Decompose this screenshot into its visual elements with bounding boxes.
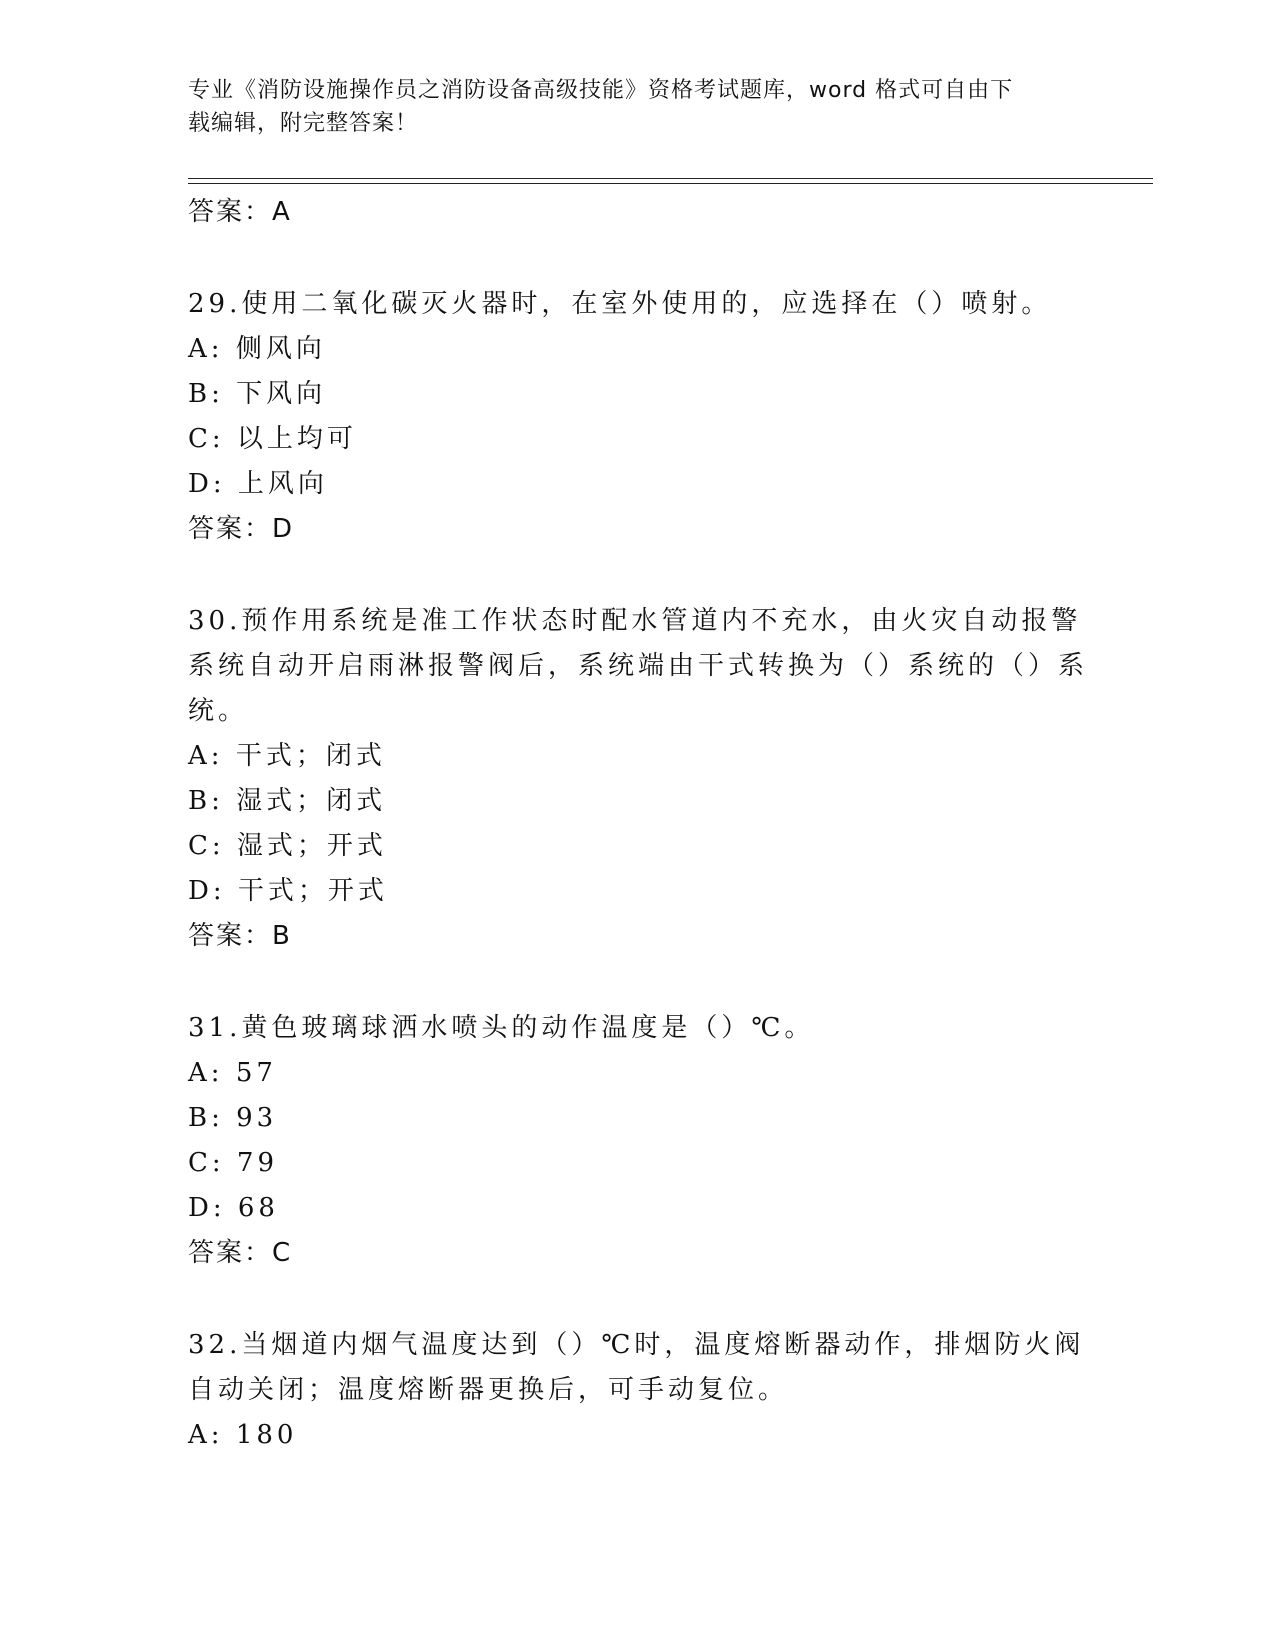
header-line-2: 载编辑，附完整答案！ (188, 111, 419, 136)
option-text: 以上均可 (236, 424, 357, 454)
option-key: C: (188, 831, 225, 861)
option-text: 180 (235, 1420, 298, 1450)
option-text: 侧风向 (235, 334, 326, 364)
option-key: D: (188, 469, 226, 499)
option-d (188, 869, 1088, 914)
option-text: 79 (236, 1148, 279, 1178)
option-b (188, 779, 1088, 824)
option-key: D: (188, 876, 226, 906)
page-header (188, 74, 1068, 140)
spacer (188, 958, 1088, 1006)
option-key: B: (188, 786, 224, 816)
option-key: A: (188, 334, 224, 364)
question-text: 29.使用二氧化碳灭火器时，在室外使用的，应选择在（）喷射。 (188, 289, 1052, 319)
option-c (188, 824, 1088, 869)
option-d (188, 462, 1088, 507)
option-text: 57 (235, 1058, 277, 1088)
option-a (188, 734, 1088, 779)
question-block (188, 1323, 1088, 1458)
header-line-1: 专业《消防设施操作员之消防设备高级技能》资格考试题库，word 格式可自由下 (188, 78, 1014, 103)
answer-line: 答案：B (188, 921, 292, 951)
option-key: D: (188, 1193, 226, 1223)
question-text: 31.黄色玻璃球洒水喷头的动作温度是（）℃。 (188, 1013, 815, 1043)
question-text: 30.预作用系统是准工作状态时配水管道内不充水，由火灾自动报警系统自动开启雨淋报警阀后，系统端由干式转换为（）系统的（）系统。 (188, 606, 1089, 726)
answer-line: 答案：D (188, 514, 295, 544)
spacer (188, 234, 1088, 282)
header-divider (188, 178, 1153, 184)
option-key: B: (188, 1103, 224, 1133)
option-key: A: (188, 1058, 224, 1088)
question-block (188, 1006, 1088, 1275)
option-key: C: (188, 424, 225, 454)
question-text: 32.当烟道内烟气温度达到（）℃时，温度熔断器动作，排烟防火阀自动关闭；温度熔断器更换后，可手动复位。 (188, 1330, 1085, 1405)
option-key: A: (188, 741, 224, 771)
option-text: 干式；开式 (237, 876, 388, 906)
option-text: 68 (237, 1193, 279, 1223)
answer-line: 答案：A (188, 197, 292, 227)
option-c (188, 1141, 1088, 1186)
option-text: 93 (236, 1103, 278, 1133)
option-c (188, 417, 1088, 462)
option-a (188, 1051, 1088, 1096)
option-text: 干式；闭式 (235, 741, 386, 771)
option-key: C: (188, 1148, 225, 1178)
spacer (188, 1275, 1088, 1323)
question-block (188, 282, 1088, 551)
option-a (188, 1413, 1088, 1458)
option-d (188, 1186, 1088, 1231)
option-text: 上风向 (237, 469, 328, 499)
option-text: 下风向 (236, 379, 327, 409)
question-block (188, 599, 1088, 958)
option-b (188, 372, 1088, 417)
option-text: 湿式；闭式 (236, 786, 387, 816)
option-key: B: (188, 379, 224, 409)
option-a (188, 327, 1088, 372)
answer-line: 答案：C (188, 1238, 293, 1268)
spacer (188, 551, 1088, 599)
option-key: A: (188, 1420, 224, 1450)
question-list (188, 190, 1088, 1458)
option-text: 湿式；开式 (236, 831, 387, 861)
option-b (188, 1096, 1088, 1141)
